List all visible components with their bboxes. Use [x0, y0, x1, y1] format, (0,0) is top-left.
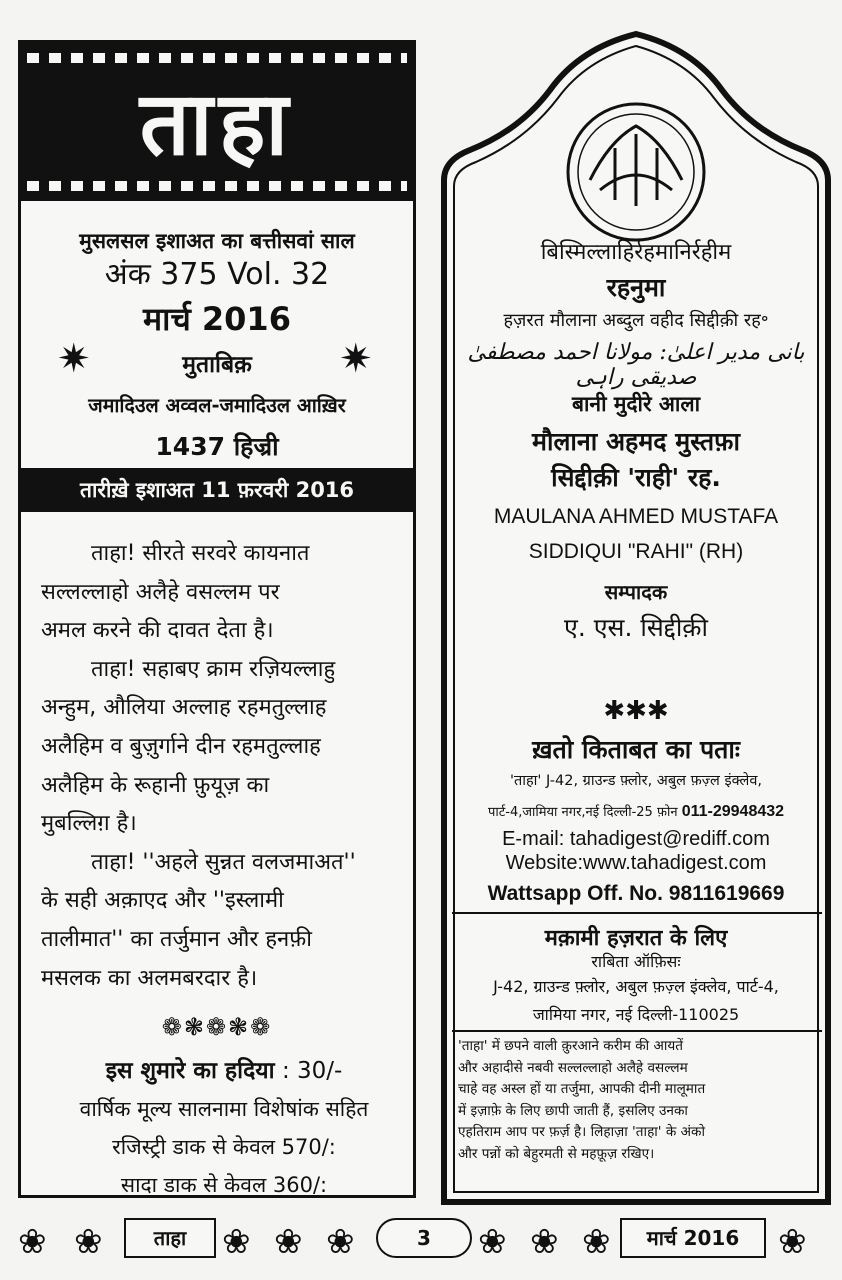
divider: [452, 1030, 822, 1032]
flower-icon: ❀: [778, 1222, 807, 1262]
footer-month-year: मार्च 2016: [620, 1218, 766, 1258]
intro-line: सल्लल्लाहो अलैहे वसल्लम पर: [41, 579, 280, 605]
month-year: मार्च 2016: [143, 300, 291, 338]
masthead: [21, 43, 413, 201]
local-heading: मक़ामी हज़रात के लिए: [544, 926, 728, 951]
intro-line: अमल करने की दावत देता है।: [41, 618, 274, 644]
ornament-row: ❁❃❁❃❁: [161, 1013, 273, 1041]
office-label: राबिता ऑफ़िसः: [591, 952, 681, 971]
issue-number: अंक 375 Vol. 32: [104, 257, 330, 292]
hijri-year: 1437 हिज्री: [155, 432, 279, 461]
address-line-2-text: पार्ट-4,जामिया नगर,नई दिल्ली-25 फ़ोन: [487, 805, 682, 820]
film-strip-top: [27, 53, 407, 63]
founder-name-line-1: मौलाना अहमद मुस्तफ़ा: [532, 427, 740, 456]
series-line: मुसलसल इशाअत का बत्तीसवां साल: [79, 229, 355, 253]
flower-icon: ❀: [18, 1222, 47, 1262]
publish-date-bar: तारीख़े इशाअत 11 फ़रवरी 2016: [21, 468, 413, 512]
intro-line: मसलक का अलमबरदार है।: [41, 965, 258, 991]
office-line-1: J-42, ग्राउन्ड फ़्लोर, अबुल फ़ज़्ल इंक्लेव, पार्ट-4,: [493, 977, 779, 996]
flower-icon: ❀: [326, 1222, 355, 1262]
flower-icon: ❀: [582, 1222, 611, 1262]
intro-line: अलैहिम के रूहानी फ़ुयूज़ का: [41, 772, 270, 798]
notice-paragraph: [458, 1036, 816, 1166]
registered-post-price: रजिस्ट्री डाक से केवल 570/:: [112, 1135, 336, 1159]
intro-paragraph: [41, 535, 409, 998]
mutabik-label: मुताबिक़: [182, 352, 252, 378]
intro-line: ताहा! सहाबए क्राम रज़ियल्लाहु: [91, 656, 336, 682]
price-label: इस शुमारे का हदिया: [105, 1058, 275, 1084]
hijri-months: जमादिउल अव्वल-जमादिउल आख़िर: [88, 394, 346, 417]
founder-name-en-1: MAULANA AHMED MUSTAFA: [493, 505, 779, 528]
editor-name: ए. एस. सिद्दीक़ी: [564, 613, 708, 642]
notice-line: और अहादीसे नबवी सल्लल्लाहो अलैहे वसल्लम: [458, 1059, 688, 1076]
rahnuma-label: रहनुमा: [606, 273, 666, 302]
office-line-2: जामिया नगर, नई दिल्ली-110025: [532, 1005, 740, 1024]
star-icon: ✷: [57, 336, 91, 382]
flower-icon: ❀: [530, 1222, 559, 1262]
intro-line: अलैहिम व बुज़ुर्गाने दीन रहमतुल्लाह: [41, 733, 321, 759]
masthead-title: ताहा: [139, 72, 295, 175]
intro-line: ताहा! ''अहले सुन्नत वलजमाअत'': [91, 849, 356, 875]
stars-ornament: ✱✱✱: [603, 696, 669, 726]
flower-icon: ❀: [478, 1222, 507, 1262]
ordinary-post-price: सादा डाक से केवल 360/:: [120, 1173, 328, 1197]
intro-line: ताहा! सीरते सरवरे कायनात: [91, 541, 310, 566]
film-strip-bottom: [27, 181, 407, 191]
divider: [452, 912, 822, 914]
price-value: : 30/-: [281, 1058, 343, 1084]
notice-line: 'ताहा' में छपने वाली क़ुरआने करीम की आयतें: [458, 1038, 684, 1054]
founder-name-line-2: सिद्दीक़ी 'राही' रह.: [551, 463, 721, 492]
intro-line: मुबल्लिग़ है।: [41, 811, 137, 837]
bismillah: बिस्मिल्लाहिर्रहमानिर्रहीम: [540, 240, 732, 265]
footer-magazine-name: ताहा: [124, 1218, 216, 1258]
page-number: 3: [376, 1218, 472, 1258]
notice-line: चाहे वह अस्ल हों या तर्जुमा, आपकी दीनी मालूमात: [458, 1081, 706, 1098]
address-line-2: [452, 802, 820, 821]
address-line-1: 'ताहा' J-42, ग्राउन्ड फ़्लोर, अबुल फ़ज़्ल इंक्लेव,: [509, 773, 763, 789]
rahnuma-name: हज़रत मौलाना अब्दुल वहीद सिद्दीक़ी रह॰: [503, 310, 769, 331]
intro-line: के सही अक़ाएद और ''इस्लामी: [41, 888, 284, 914]
founder-label: बानी मुदीरे आला: [571, 392, 701, 416]
intro-line: तालीमात'' का तर्जुमान और हनफ़ी: [41, 926, 312, 952]
urdu-founder-line: بانی مدیر اعلیٰ: مولانا احمد مصطفیٰ صدیقی راہی: [467, 340, 805, 390]
notice-line: में इज़ाफ़े के लिए छापी जाती हैं, इसलिए उनका: [458, 1102, 688, 1119]
website: Website:www.tahadigest.com: [505, 852, 767, 874]
star-icon: ✷: [339, 336, 373, 382]
price-line: [35, 1053, 413, 1085]
address-heading: ख़तो किताबत का पताः: [532, 735, 740, 764]
flower-icon: ❀: [74, 1222, 103, 1262]
annual-price: वार्षिक मूल्य सालनामा विशेषांक सहित: [79, 1097, 369, 1121]
notice-line: एहतिराम आप पर फ़र्ज़ है। लिहाज़ा 'ताहा' के अंको: [458, 1124, 705, 1141]
email: E-mail: tahadigest@rediff.com: [502, 828, 770, 850]
editor-label: सम्पादक: [604, 580, 668, 604]
flower-icon: ❀: [274, 1222, 303, 1262]
notice-line: और पन्नों को बेहुरमती से महफ़ूज़ रखिए।: [458, 1145, 655, 1162]
whatsapp-number: Wattsapp Off. No. 9811619669: [487, 882, 785, 905]
flower-icon: ❀: [222, 1222, 251, 1262]
phone-number: 011-29948432: [681, 803, 785, 820]
left-column: [18, 40, 416, 1198]
founder-name-en-2: SIDDIQUI "RAHI" (RH): [528, 540, 744, 563]
intro-line: अन्हुम, औलिया अल्लाह रहमतुल्लाह: [41, 695, 327, 721]
